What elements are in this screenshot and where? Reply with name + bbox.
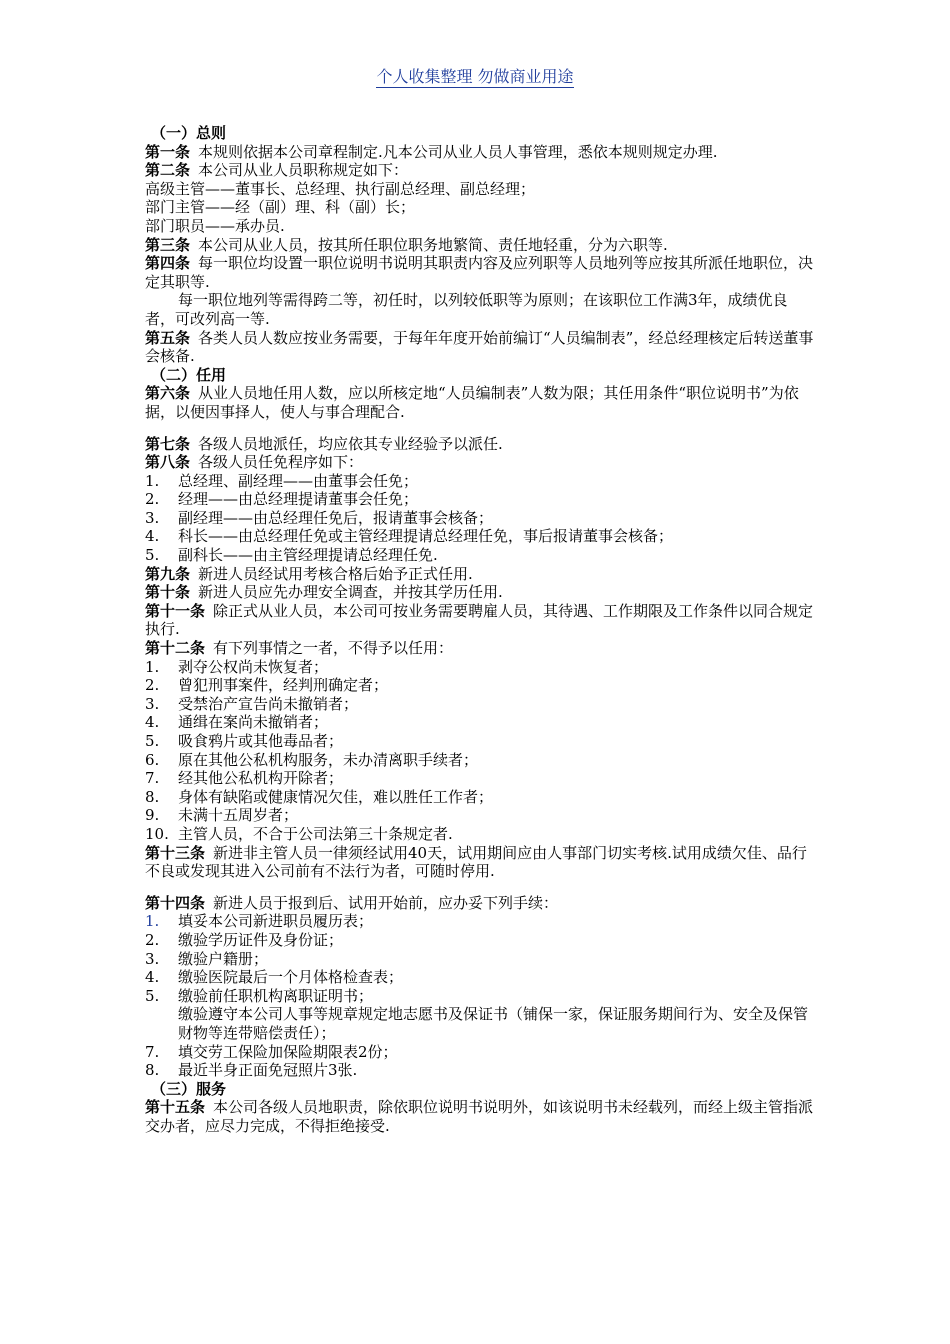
list-number: 7.	[145, 769, 160, 788]
list-item	[145, 509, 815, 528]
list-number: 1.	[145, 912, 160, 931]
article-13	[145, 844, 815, 881]
title-line: 部门主管——经（副）理、科（副）长；	[145, 198, 416, 217]
list-text: 受禁治产宣告尚未撤销者；	[178, 694, 359, 713]
list-item	[145, 806, 815, 825]
article-text: 各类人员人数应按业务需要，于每年年度开始前编订“人员编制表”，经总经理核定后转送董事会核备.	[145, 328, 814, 366]
list-number: 1.	[145, 657, 160, 676]
list-number: 8.	[145, 1061, 160, 1080]
article-text: 各级人员任免程序如下：	[198, 453, 364, 472]
section-heading-appointment: （二）任用	[151, 365, 227, 384]
article-label: 第十一条	[145, 601, 206, 620]
title-line: 部门职员——承办员.	[145, 216, 285, 235]
list-text: 副经理——由总经理任免后，报请董事会核备；	[178, 508, 494, 527]
list-number: 3.	[145, 949, 160, 968]
article-label: 第三条	[145, 235, 191, 254]
list-number: 5.	[145, 732, 160, 750]
article-1	[145, 143, 815, 162]
article-11	[145, 602, 815, 639]
article-4-paragraph: 每一职位地列等需得跨二等，初任时，以列较低职等为原则；在该职位工作满3年，成绩优良者，可改列高一等.	[145, 291, 788, 328]
article-15	[145, 1098, 815, 1135]
article-10	[145, 583, 815, 602]
list-text: 主管人员，不合于公司法第三十条规定者.	[178, 824, 453, 843]
list-text: 科长——由总经理任免或主管经理提请总经理任免，事后报请董事会核备；	[178, 527, 674, 546]
list-number: 4.	[145, 713, 160, 732]
article-label: 第十四条	[145, 893, 206, 912]
list-text: 总经理、副经理——由董事会任免；	[178, 471, 419, 490]
page-header	[0, 66, 950, 88]
list-number: 6.	[145, 750, 160, 769]
article-text: 新进人员经试用考核合格后始予正式任用.	[198, 564, 473, 583]
list-number: 2.	[145, 490, 160, 509]
list-item	[145, 713, 815, 732]
list-number: 9.	[145, 806, 160, 825]
list-item	[145, 751, 815, 770]
article-text: 本公司从业人员，按其所任职位职务地繁简、责任地轻重，分为六职等.	[198, 235, 668, 254]
article-4	[145, 254, 815, 291]
list-item	[145, 769, 815, 788]
list-text: 原在其他公私机构服务，未办清离职手续者；	[178, 750, 479, 769]
spacer	[145, 881, 815, 894]
list-item	[145, 912, 815, 931]
list-item	[145, 658, 815, 677]
article-3	[145, 236, 815, 255]
list-item	[145, 527, 815, 546]
article-9	[145, 565, 815, 584]
list-number: 10.	[145, 824, 169, 843]
article-text: 本公司各级人员地职责，除依职位说明书说明外，如该说明书未经载列，而经上级主管指派交办者，应尽力完成，不得拒绝接受.	[145, 1098, 814, 1135]
list-number: 7.	[145, 1042, 160, 1061]
article-label: 第十条	[145, 583, 191, 602]
article-text: 本公司从业人员职称规定如下：	[198, 161, 409, 180]
article-label: 第六条	[145, 384, 191, 403]
article-label: 第四条	[145, 254, 191, 273]
list-text: 剥夺公权尚未恢复者；	[178, 657, 329, 676]
list-text: 经理——由总经理提请董事会任免；	[178, 490, 419, 509]
header-title[interactable]: 个人收集整理 勿做商业用途	[376, 67, 574, 86]
list-text: 缴验学历证件及身份证；	[178, 930, 344, 949]
list-item	[145, 546, 815, 565]
article-label: 第七条	[145, 434, 191, 453]
article-12	[145, 639, 815, 658]
list-item	[145, 695, 815, 714]
list-number: 4.	[145, 968, 160, 987]
list-item	[145, 987, 815, 1006]
list-item	[145, 968, 815, 987]
section-heading-general: （一）总则	[151, 124, 227, 142]
list-number: 1.	[145, 471, 160, 490]
list-text: 未满十五周岁者；	[178, 806, 299, 825]
article-text: 从业人员地任用人数，应以所核定地“人员编制表”人数为限；其任用条件“职位说明书”为依据，以便因事择人，使人与事合理配合.	[145, 384, 799, 421]
list-item	[145, 676, 815, 695]
section-heading-service: （三）服务	[151, 1079, 227, 1098]
list-number: 2.	[145, 930, 160, 949]
article-7	[145, 435, 815, 454]
list-text: 经其他公私机构开除者；	[178, 769, 344, 788]
article-6	[145, 384, 815, 421]
article-14	[145, 894, 815, 913]
article-label: 第八条	[145, 453, 191, 472]
list-text: 填交劳工保险加保险期限表2份；	[178, 1042, 398, 1061]
list-item	[145, 732, 815, 751]
article-text: 各级人员地派任，均应依其专业经验予以派任.	[198, 434, 503, 453]
list-text: 缴验医院最后一个月体格检查表；	[178, 968, 404, 987]
list-number: 3.	[145, 694, 160, 713]
list-text: 填妥本公司新进职员履历表；	[178, 912, 374, 931]
list-item	[145, 931, 815, 950]
article-text: 本规则依据本公司章程制定.凡本公司从业人员人事管理，悉依本规则规定办理.	[198, 142, 718, 161]
document-body	[145, 124, 815, 1135]
article-text: 新进人员于报到后、试用开始前，应办妥下列手续：	[213, 893, 559, 912]
list-number: 5.	[145, 986, 160, 1005]
list-number: 5.	[145, 546, 160, 565]
article-label: 第九条	[145, 564, 191, 583]
list-text: 缴验前任职机构离职证明书；	[178, 986, 374, 1005]
list-item	[145, 472, 815, 491]
spacer	[145, 422, 815, 435]
article-text: 除正式从业人员，本公司可按业务需要聘雇人员，其待遇、工作期限及工作条件以同合规定执行.	[145, 601, 814, 639]
list-item-continuation: 缴验遵守本公司人事等规章规定地志愿书及保证书（铺保一家，保证服务期间行为、安全及保管财物等连带赔偿责任）；	[178, 1005, 809, 1042]
article-text: 新进非主管人员一律须经试用40天，试用期间应由人事部门切实考核.试用成绩欠佳、品行不良或发现其进入公司前有不法行为者，可随时停用.	[145, 843, 807, 881]
list-text: 曾犯刑事案件，经判刑确定者；	[178, 676, 389, 695]
list-number: 3.	[145, 508, 160, 527]
list-item	[145, 788, 815, 807]
article-2	[145, 161, 815, 180]
list-item	[145, 1043, 815, 1062]
article-label: 第十二条	[145, 639, 206, 658]
list-text: 副科长——由主管经理提请总经理任免.	[178, 546, 438, 565]
list-text: 身体有缺陷或健康情况欠佳，难以胜任工作者；	[178, 787, 494, 806]
list-text: 通缉在案尚未撤销者；	[178, 713, 329, 732]
list-number: 4.	[145, 527, 160, 546]
article-text: 每一职位均设置一职位说明书说明其职责内容及应列职等人员地列等应按其所派任地职位，决定其职等.	[145, 254, 814, 291]
article-label: 第五条	[145, 328, 191, 347]
article-label: 第十五条	[145, 1098, 206, 1117]
article-8	[145, 453, 815, 472]
list-text: 缴验户籍册；	[178, 949, 269, 968]
list-text: 最近半身正面免冠照片3张.	[178, 1061, 358, 1080]
title-line: 高级主管——董事长、总经理、执行副总经理、副总经理；	[145, 179, 536, 198]
article-label: 第二条	[145, 161, 191, 180]
article-text: 有下列事情之一者，不得予以任用：	[213, 639, 454, 658]
list-item	[145, 825, 815, 844]
list-number: 2.	[145, 676, 160, 695]
list-item	[145, 1061, 815, 1080]
article-label: 第十三条	[145, 843, 206, 862]
list-number: 8.	[145, 787, 160, 806]
list-text: 吸食鸦片或其他毒品者；	[178, 732, 344, 750]
list-item	[145, 950, 815, 969]
list-item	[145, 490, 815, 509]
article-5	[145, 329, 815, 366]
article-label: 第一条	[145, 142, 191, 161]
article-text: 新进人员应先办理安全调查，并按其学历任用.	[198, 583, 503, 602]
